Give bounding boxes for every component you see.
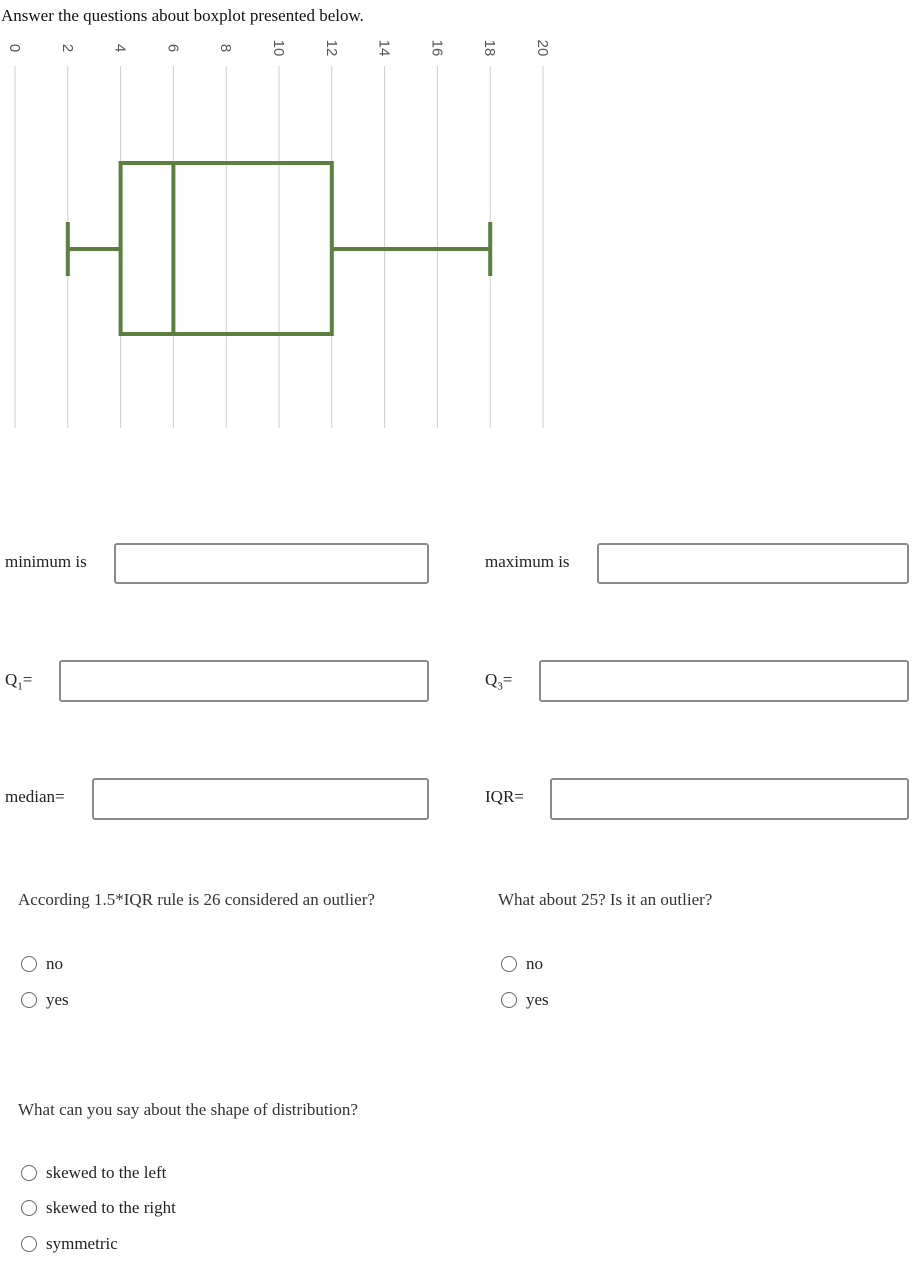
question-outlier-26: According 1.5*IQR rule is 26 considered an outlier? <box>18 890 375 909</box>
radio-button-icon[interactable] <box>501 956 517 972</box>
option-label: no <box>526 954 543 973</box>
option-label: yes <box>46 990 69 1009</box>
option-label: no <box>46 954 63 973</box>
q3-label <box>485 670 512 692</box>
outlier26-option-no[interactable] <box>21 954 63 974</box>
q1-equals: = <box>22 670 33 689</box>
shape-option-left[interactable] <box>21 1163 166 1183</box>
tick-label: 0 <box>6 43 23 53</box>
iqr-input[interactable] <box>550 778 909 820</box>
outlier25-option-no[interactable] <box>501 954 543 974</box>
iqr-label: IQR= <box>485 787 524 806</box>
tick-label: 12 <box>322 39 340 57</box>
tick-label: 8 <box>217 43 235 53</box>
tick-label: 20 <box>534 39 551 57</box>
q1-input[interactable] <box>59 660 429 702</box>
question-outlier-25: What about 25? Is it an outlier? <box>498 890 713 909</box>
boxplot-chart <box>0 0 560 440</box>
radio-button-icon[interactable] <box>501 992 517 1008</box>
option-label: symmetric <box>46 1234 118 1253</box>
option-label: skewed to the right <box>46 1198 176 1217</box>
radio-button-icon[interactable] <box>21 1236 37 1252</box>
tick-label: 18 <box>481 39 499 57</box>
outlier26-option-yes[interactable] <box>21 990 69 1010</box>
radio-button-icon[interactable] <box>21 1200 37 1216</box>
shape-option-right[interactable] <box>21 1198 176 1218</box>
tick-label: 16 <box>428 39 446 57</box>
median-label: median= <box>5 787 65 806</box>
option-label: yes <box>526 990 549 1009</box>
q1-letter: Q <box>5 670 18 689</box>
tick-label: 10 <box>270 39 287 57</box>
shape-option-symmetric[interactable] <box>21 1234 118 1254</box>
intro-text: Answer the questions about boxplot presented below. <box>1 6 364 25</box>
q3-equals: = <box>502 670 513 689</box>
maximum-input[interactable] <box>597 543 909 584</box>
radio-button-icon[interactable] <box>21 1165 37 1181</box>
radio-button-icon[interactable] <box>21 992 37 1008</box>
tick-label: 6 <box>164 43 182 53</box>
tick-label: 14 <box>375 39 393 57</box>
tick-label: 4 <box>111 43 129 53</box>
minimum-input[interactable] <box>114 543 429 584</box>
q3-input[interactable] <box>539 660 909 702</box>
minimum-label: minimum is <box>5 552 87 571</box>
median-input[interactable] <box>92 778 429 820</box>
question-shape: What can you say about the shape of distribution? <box>18 1100 358 1119</box>
outlier25-option-yes[interactable] <box>501 990 549 1010</box>
q3-subscript: 3 <box>497 680 503 693</box>
option-label: skewed to the left <box>46 1163 167 1182</box>
q3-letter: Q <box>485 670 498 689</box>
tick-label: 2 <box>58 43 76 53</box>
q1-subscript: 1 <box>17 680 23 693</box>
q1-label <box>5 670 32 692</box>
maximum-label: maximum is <box>485 552 570 571</box>
radio-button-icon[interactable] <box>21 956 37 972</box>
